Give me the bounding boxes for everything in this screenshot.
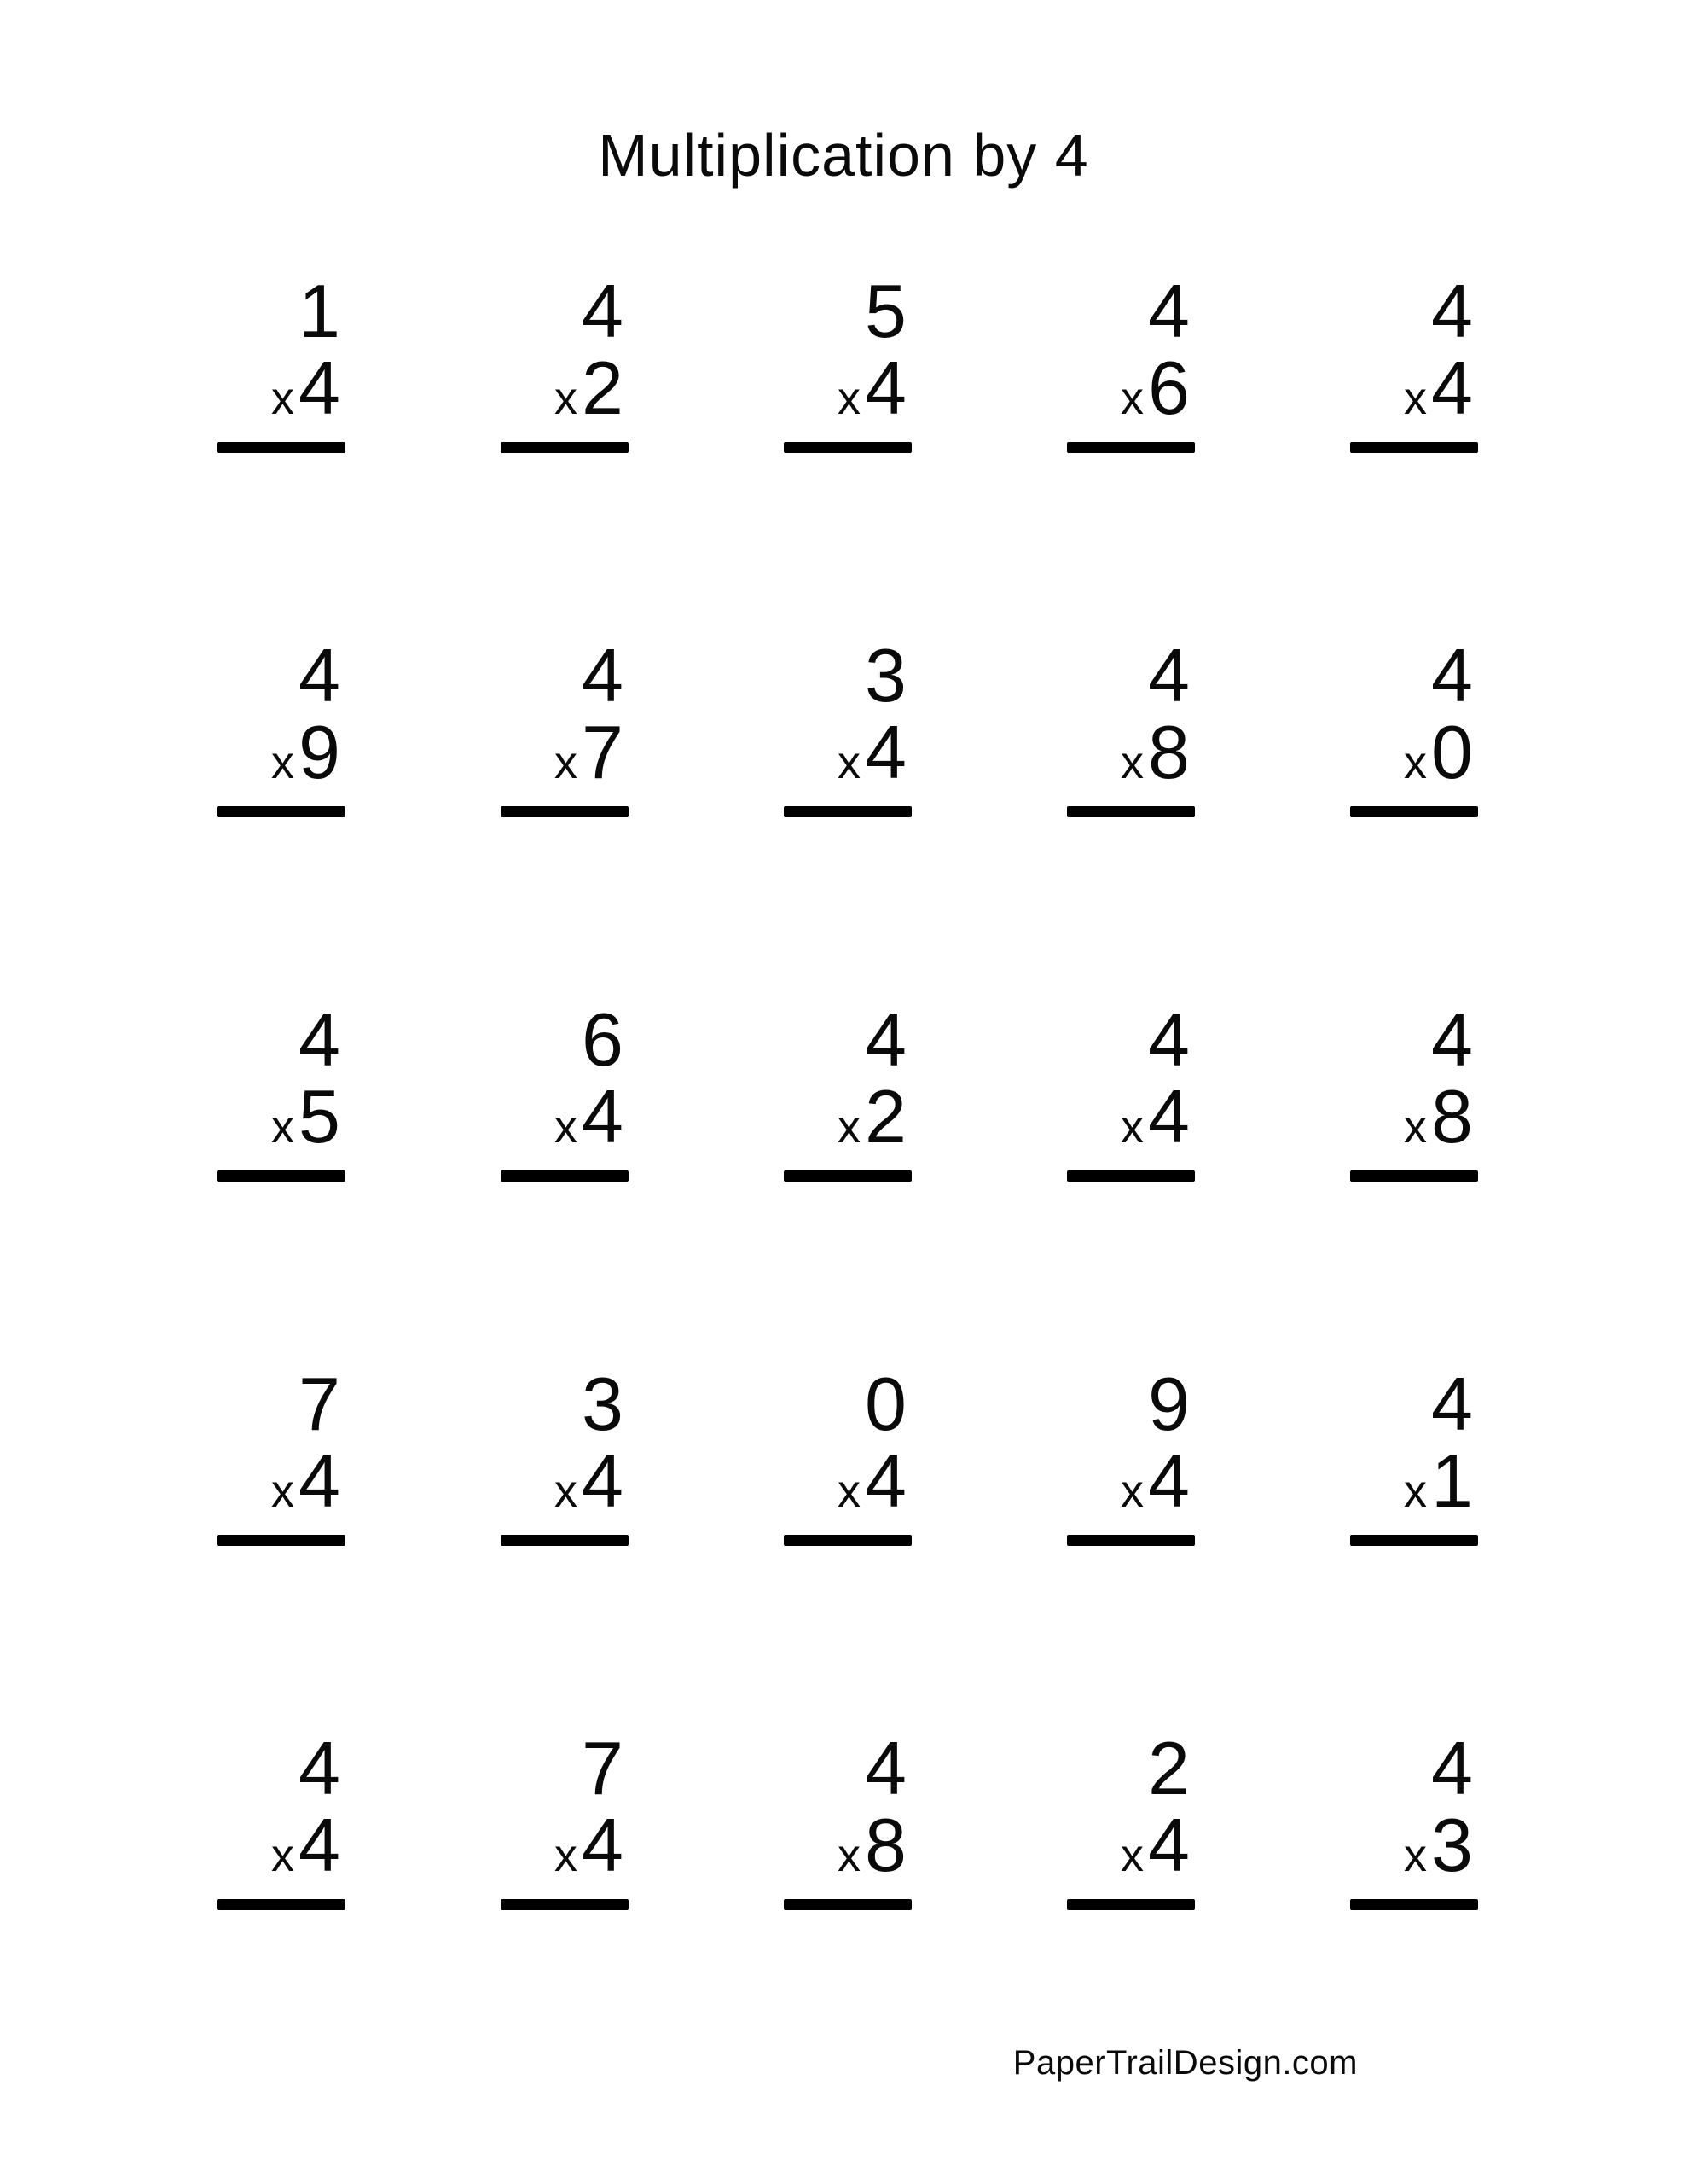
multiplicand: 4 — [582, 633, 623, 717]
multiplier-row — [217, 710, 345, 801]
problem — [217, 269, 345, 453]
problem — [501, 1726, 629, 1910]
multiply-sign: x — [838, 1830, 861, 1881]
multiplicand: 4 — [1148, 269, 1190, 353]
multiply-sign: x — [1121, 1101, 1145, 1153]
answer-line — [501, 1899, 629, 1910]
multiplicand: 4 — [1431, 1362, 1473, 1446]
problem — [1067, 997, 1195, 1182]
multiply-sign: x — [1404, 373, 1428, 424]
multiply-sign: x — [554, 1466, 578, 1517]
answer-line — [784, 806, 912, 817]
multiplicand: 4 — [299, 997, 340, 1082]
multiply-sign: x — [838, 737, 861, 788]
multiplier: 8 — [865, 1803, 907, 1887]
problem — [784, 1362, 912, 1546]
multiplier: 2 — [865, 1074, 907, 1159]
multiplier: 6 — [1148, 346, 1190, 430]
answer-line — [217, 806, 345, 817]
multiplier-row — [217, 1074, 345, 1165]
problem — [1067, 269, 1195, 453]
multiplier: 5 — [299, 1074, 340, 1159]
multiplier-row — [1350, 1803, 1478, 1894]
multiplier-row — [1067, 1803, 1195, 1894]
multiplicand: 4 — [1148, 997, 1190, 1082]
multiplier: 8 — [1148, 710, 1190, 794]
answer-line — [1350, 1899, 1478, 1910]
problem-row-3 — [217, 997, 1478, 1182]
multiplier-row — [501, 1074, 629, 1165]
multiplier: 4 — [865, 346, 907, 430]
multiply-sign: x — [1404, 1830, 1428, 1881]
multiplier-row — [1067, 710, 1195, 801]
multiplier-row — [217, 1438, 345, 1530]
multiplier: 4 — [1148, 1803, 1190, 1887]
answer-line — [1350, 442, 1478, 453]
multiplicand: 9 — [1148, 1362, 1190, 1446]
multiplicand: 4 — [1431, 269, 1473, 353]
multiplicand: 1 — [299, 269, 340, 353]
answer-line — [217, 442, 345, 453]
multiplier-row — [784, 1074, 912, 1165]
multiplier: 1 — [1431, 1438, 1473, 1523]
multiply-sign: x — [1404, 1466, 1428, 1517]
problem — [217, 997, 345, 1182]
multiplier-row — [1350, 1438, 1478, 1530]
multiplier-row — [1067, 1438, 1195, 1530]
multiply-sign: x — [554, 1830, 578, 1881]
problem — [1067, 1362, 1195, 1546]
multiplier: 7 — [582, 710, 623, 794]
multiply-sign: x — [271, 373, 295, 424]
problem — [217, 1726, 345, 1910]
answer-line — [1067, 1535, 1195, 1546]
multiply-sign: x — [271, 1466, 295, 1517]
answer-line — [784, 442, 912, 453]
multiplicand: 4 — [1148, 633, 1190, 717]
multiplier-row — [501, 1803, 629, 1894]
multiplier: 4 — [865, 1438, 907, 1523]
problem — [501, 269, 629, 453]
multiply-sign: x — [271, 1830, 295, 1881]
multiplier-row — [217, 346, 345, 437]
multiplicand: 7 — [299, 1362, 340, 1446]
answer-line — [1350, 806, 1478, 817]
answer-line — [1350, 1535, 1478, 1546]
answer-line — [1350, 1170, 1478, 1182]
multiply-sign: x — [554, 373, 578, 424]
multiplier: 3 — [1431, 1803, 1473, 1887]
multiplier: 4 — [1148, 1074, 1190, 1159]
problem-row-4 — [217, 1362, 1478, 1546]
multiplier-row — [217, 1803, 345, 1894]
answer-line — [501, 442, 629, 453]
multiplicand: 4 — [1431, 997, 1473, 1082]
multiply-sign: x — [1121, 737, 1145, 788]
problem — [1350, 633, 1478, 817]
problem-row-2 — [217, 633, 1478, 817]
answer-line — [784, 1535, 912, 1546]
multiplicand: 3 — [865, 633, 907, 717]
answer-line — [1067, 442, 1195, 453]
problem — [1350, 1362, 1478, 1546]
multiplier-row — [1350, 710, 1478, 801]
multiply-sign: x — [1404, 1101, 1428, 1153]
multiplicand: 4 — [1431, 633, 1473, 717]
multiplicand: 2 — [1148, 1726, 1190, 1810]
multiplier: 4 — [299, 1803, 340, 1887]
answer-line — [501, 806, 629, 817]
problem — [501, 1362, 629, 1546]
multiplier-row — [784, 710, 912, 801]
problem — [784, 1726, 912, 1910]
multiplier: 4 — [299, 1438, 340, 1523]
problem — [1067, 633, 1195, 817]
multiplier: 4 — [582, 1074, 623, 1159]
multiplier-row — [501, 1438, 629, 1530]
multiplier: 4 — [1431, 346, 1473, 430]
multiply-sign: x — [554, 1101, 578, 1153]
multiply-sign: x — [271, 1101, 295, 1153]
multiplier: 4 — [1148, 1438, 1190, 1523]
answer-line — [501, 1170, 629, 1182]
problem — [1350, 269, 1478, 453]
problem — [784, 997, 912, 1182]
multiplier-row — [1350, 346, 1478, 437]
multiplier-row — [1067, 346, 1195, 437]
multiply-sign: x — [1404, 737, 1428, 788]
multiplier-row — [784, 1438, 912, 1530]
multiplier-row — [1350, 1074, 1478, 1165]
multiplier: 8 — [1431, 1074, 1473, 1159]
multiplier-row — [784, 346, 912, 437]
multiply-sign: x — [554, 737, 578, 788]
multiplicand: 6 — [582, 997, 623, 1082]
multiplier: 4 — [582, 1803, 623, 1887]
multiplicand: 4 — [582, 269, 623, 353]
multiplier-row — [1067, 1074, 1195, 1165]
multiply-sign: x — [1121, 1830, 1145, 1881]
multiplier: 4 — [865, 710, 907, 794]
worksheet-title: Multiplication by 4 — [598, 122, 1089, 189]
problem-row-1 — [217, 269, 1478, 453]
multiplicand: 7 — [582, 1726, 623, 1810]
problem — [784, 633, 912, 817]
multiplier: 9 — [299, 710, 340, 794]
answer-line — [217, 1899, 345, 1910]
multiply-sign: x — [271, 737, 295, 788]
multiplier-row — [784, 1803, 912, 1894]
problem — [1350, 1726, 1478, 1910]
multiplier-row — [501, 710, 629, 801]
multiply-sign: x — [838, 373, 861, 424]
problem — [1067, 1726, 1195, 1910]
problem — [217, 633, 345, 817]
multiplicand: 4 — [1431, 1726, 1473, 1810]
multiplicand: 4 — [299, 1726, 340, 1810]
multiplier: 4 — [582, 1438, 623, 1523]
answer-line — [784, 1899, 912, 1910]
answer-line — [217, 1535, 345, 1546]
problem — [217, 1362, 345, 1546]
multiplier: 4 — [299, 346, 340, 430]
problem — [501, 633, 629, 817]
problem — [1350, 997, 1478, 1182]
answer-line — [217, 1170, 345, 1182]
multiplicand: 4 — [865, 1726, 907, 1810]
problem-row-5 — [217, 1726, 1478, 1910]
multiplicand: 4 — [299, 633, 340, 717]
multiplier: 2 — [582, 346, 623, 430]
multiplicand: 3 — [582, 1362, 623, 1446]
multiplicand: 0 — [865, 1362, 907, 1446]
multiply-sign: x — [838, 1466, 861, 1517]
answer-line — [1067, 1170, 1195, 1182]
answer-line — [1067, 1899, 1195, 1910]
multiplier-row — [501, 346, 629, 437]
problem — [784, 269, 912, 453]
multiplier: 0 — [1431, 710, 1473, 794]
multiply-sign: x — [1121, 1466, 1145, 1517]
multiplicand: 4 — [865, 997, 907, 1082]
multiply-sign: x — [1121, 373, 1145, 424]
problem — [501, 997, 629, 1182]
answer-line — [1067, 806, 1195, 817]
multiplicand: 5 — [865, 269, 907, 353]
answer-line — [784, 1170, 912, 1182]
multiply-sign: x — [838, 1101, 861, 1153]
website-credit: PaperTrailDesign.com — [1012, 2044, 1358, 2082]
answer-line — [501, 1535, 629, 1546]
